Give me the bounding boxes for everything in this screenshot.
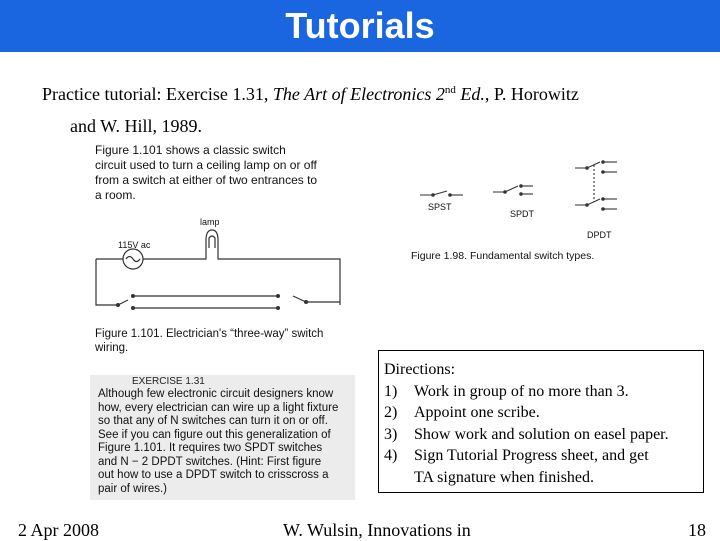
intro-authors-2: and W. Hill, 1989. <box>70 116 203 136</box>
direction-item <box>384 402 703 424</box>
direction-item <box>384 424 703 446</box>
direction-item <box>384 381 703 403</box>
figure-1101-caption <box>95 327 323 355</box>
exercise-line: how, every electrician can wire up a light fixture <box>98 401 339 414</box>
exercise-text <box>98 388 350 496</box>
dpdt-label: DPDT <box>587 230 612 240</box>
slide-title: Tutorials <box>285 5 435 46</box>
intro-edition-rest: Ed. <box>455 84 485 104</box>
exercise-line: out how to use a DPDT switch to crisscross a <box>98 469 329 481</box>
direction-text: Show work and solution on easel paper. <box>414 425 669 443</box>
source-label: 115V ac <box>118 240 151 250</box>
intro-lead: Practice tutorial: Exercise 1.31, <box>42 84 273 104</box>
figure-198-caption: Figure 1.98. Fundamental switch types. <box>411 250 595 262</box>
exercise-line: Figure 1.101. It requires two SPDT switches <box>98 442 323 454</box>
figure-1101-caption-line: wiring. <box>95 342 129 354</box>
directions-heading: Directions: <box>384 361 456 378</box>
direction-item <box>384 445 703 467</box>
direction-continuation <box>384 467 703 489</box>
lamp-label: lamp <box>200 217 220 227</box>
direction-text: Appoint one scribe. <box>414 404 540 422</box>
direction-number: 2) <box>384 404 398 422</box>
exercise-line: so that any of N switches can turn it on or off. <box>98 415 328 427</box>
exercise-line: and N − 2 DPDT switches. (Hint: First figure <box>98 455 322 468</box>
intro-edition-superscript: nd <box>444 84 456 96</box>
page-number: 18 <box>688 520 706 540</box>
figure-1101-text-line: a room. <box>95 188 136 202</box>
three-way-switch-diagram <box>88 210 358 320</box>
exercise-line: Although few electronic circuit designers know <box>98 388 334 400</box>
intro-line-1 <box>42 78 579 106</box>
exercise-heading: EXERCISE 1.31 <box>132 376 205 387</box>
footer-date: 2 Apr 2008 <box>18 520 99 540</box>
figure-1101-text-line: from a switch at either of two entrances to <box>95 173 318 187</box>
figure-1101-text <box>95 143 317 203</box>
spst-label: SPST <box>428 202 452 212</box>
intro-book-title: The Art of Electronics <box>272 84 432 104</box>
figure-1101-text-line: Figure 1.101 shows a classic switch <box>95 143 286 157</box>
spdt-label: SPDT <box>510 209 535 219</box>
intro-edition-number: 2 <box>431 84 445 104</box>
direction-text: Sign Tutorial Progress sheet, and get <box>414 447 649 465</box>
figure-1101-caption-line: Figure 1.101. Electrician's “three-way” switch <box>95 328 324 340</box>
direction-number: 1) <box>384 382 398 400</box>
direction-text: Work in group of no more than 3. <box>414 382 629 400</box>
lamp-icon <box>206 230 218 252</box>
direction-number: 4) <box>384 447 398 465</box>
footer-author: W. Wulsin, Innovations in <box>283 520 471 540</box>
directions-box <box>378 350 704 493</box>
direction-number: 3) <box>384 425 398 443</box>
direction-continuation-text: TA signature when finished. <box>414 468 595 486</box>
intro-authors-1: , P. Horowitz <box>484 84 579 104</box>
figure-1101-text-line: circuit used to turn a ceiling lamp on or off <box>95 158 317 172</box>
right-switch-icon <box>293 296 306 302</box>
exercise-line: pair of wires.) <box>98 482 168 495</box>
exercise-line: See if you can figure out this generalization of <box>98 428 331 441</box>
